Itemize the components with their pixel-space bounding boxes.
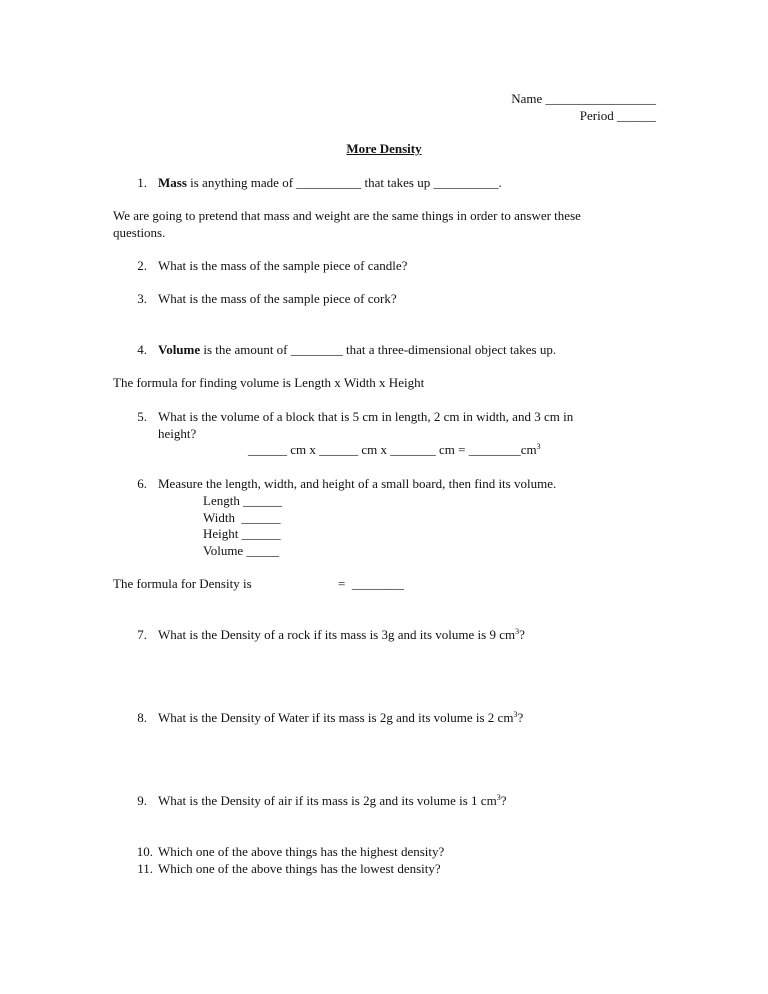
question-3: What is the mass of the sample piece of cork? (158, 291, 397, 306)
question-number: 8. (137, 710, 147, 725)
question-9-end: ? (500, 793, 507, 808)
term-volume: Volume (158, 342, 201, 357)
cubed-superscript: 3 (536, 442, 541, 451)
height-field: Height ______ (203, 526, 281, 541)
question-7-text: What is the Density of a rock if its mass is 3g and its volume is 9 cm (158, 627, 516, 642)
question-number: 7. (137, 627, 147, 642)
question-number: 2. (137, 258, 147, 273)
density-formula-label: The formula for Density is (113, 576, 252, 591)
question-7 (158, 627, 525, 643)
question-8 (158, 710, 523, 726)
question-4-text: is the amount of ________ that a three-dimensional object takes up. (200, 342, 557, 357)
length-field: Length ______ (203, 493, 283, 508)
cubed-superscript: 3 (513, 710, 518, 719)
question-9 (158, 793, 506, 809)
density-formula-blank: = ________ (338, 576, 404, 591)
volume-calculation-text: ______ cm x ______ cm x _______ cm = ________cm (248, 442, 537, 457)
question-7-end: ? (519, 627, 525, 642)
page-title: More Density (346, 141, 422, 156)
question-8-text: What is the Density of Water if its mass is 2g and its volume is 2 cm (158, 710, 514, 725)
question-10: Which one of the above things has the highest density? (158, 844, 445, 859)
question-5-line-1: What is the volume of a block that is 5 cm in length, 2 cm in width, and 3 cm in (158, 409, 574, 424)
intro-line-1: We are going to pretend that mass and weight are the same things in order to answer these (113, 208, 581, 223)
intro-line-2: questions. (113, 225, 166, 240)
width-field: Width ______ (203, 510, 281, 525)
question-number: 1. (137, 175, 147, 190)
question-5-line-2: height? (158, 426, 197, 441)
question-1 (158, 175, 502, 191)
term-mass: Mass (158, 175, 187, 190)
name-field: Name _________________ (511, 91, 656, 106)
volume-field: Volume _____ (203, 543, 279, 558)
question-1-text: is anything made of __________ that takes up __________. (186, 175, 502, 190)
volume-formula: The formula for finding volume is Length x Width x Height (113, 375, 425, 390)
question-number: 5. (137, 409, 147, 424)
question-number: 10. (136, 844, 153, 859)
period-field: Period ______ (579, 108, 656, 123)
question-9-text: What is the Density of air if its mass is 2g and its volume is 1 cm (158, 793, 497, 808)
volume-calculation (248, 442, 541, 458)
question-number: 9. (137, 793, 147, 808)
cubed-superscript: 3 (515, 627, 520, 636)
question-11: Which one of the above things has the lowest density? (158, 861, 441, 876)
question-number: 11. (137, 861, 153, 876)
question-8-end: ? (517, 710, 524, 725)
question-number: 4. (137, 342, 147, 357)
question-4 (158, 342, 556, 358)
question-6: Measure the length, width, and height of a small board, then find its volume. (158, 476, 557, 491)
question-number: 3. (137, 291, 147, 306)
question-number: 6. (137, 476, 147, 491)
question-2: What is the mass of the sample piece of candle? (158, 258, 408, 273)
cubed-superscript: 3 (496, 793, 501, 802)
